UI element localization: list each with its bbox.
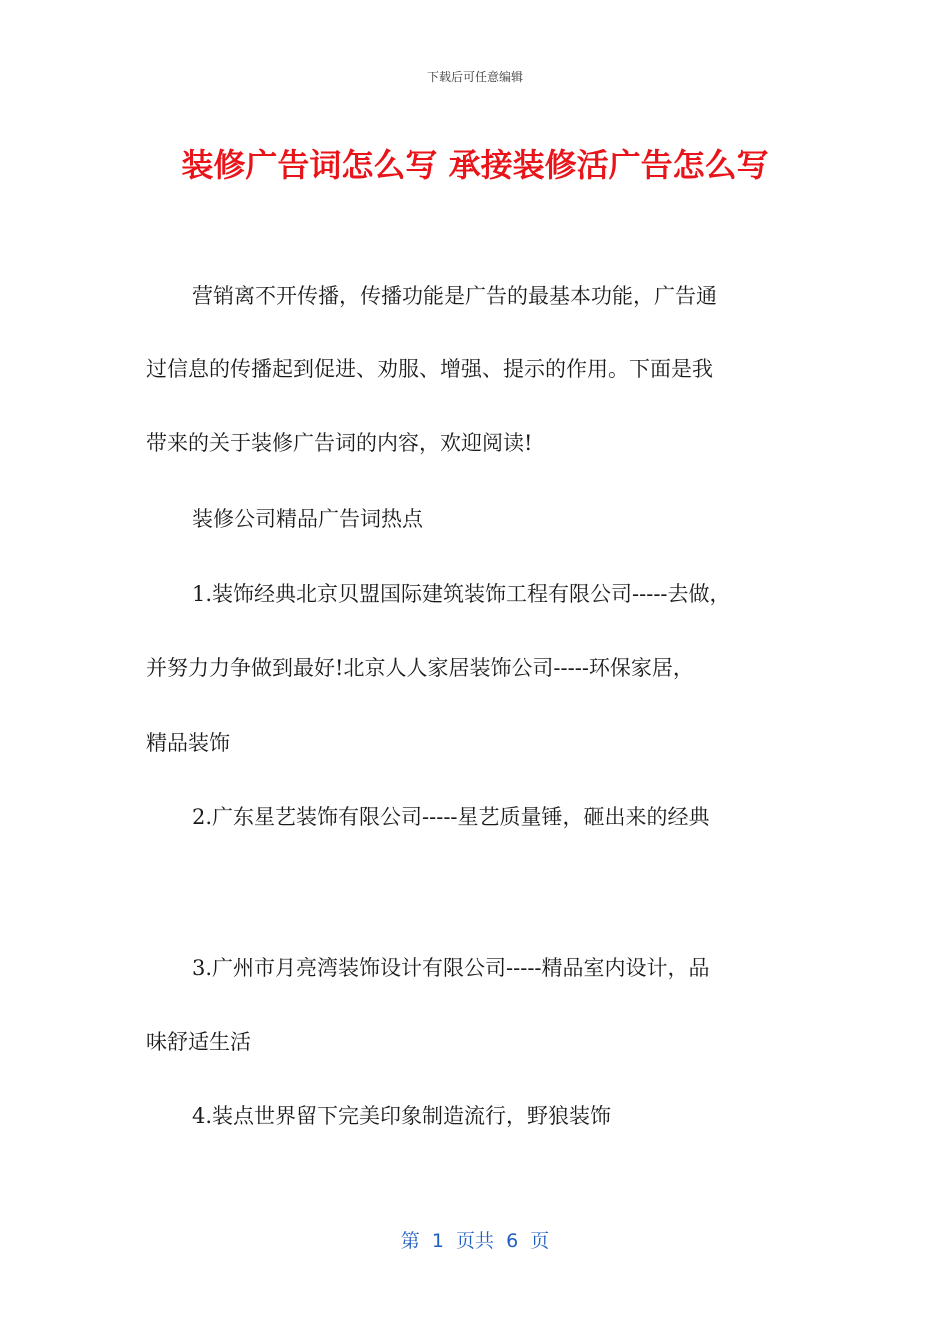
header-note: 下载后可任意编辑: [426, 70, 523, 84]
paragraph-line: 带来的关于装修广告词的内容，欢迎阅读!: [146, 431, 533, 455]
page-footer: 第 1 页共 6 页: [400, 1230, 550, 1252]
paragraph-line: 营销离不开传播，传播功能是广告的最基本功能，广告通: [192, 284, 717, 308]
list-item-continuation: 并努力力争做到最好!北京人人家居装饰公司-----环保家居，: [146, 656, 694, 680]
paragraph-line: 过信息的传播起到促进、劝服、增强、提示的作用。下面是我: [146, 357, 713, 381]
list-item: 4.装点世界留下完美印象制造流行，野狼装饰: [192, 1104, 612, 1128]
list-item: 2.广东星艺装饰有限公司-----星艺质量锤，砸出来的经典: [192, 805, 710, 829]
list-item-continuation: 精品装饰: [146, 731, 230, 755]
list-item: 3.广州市月亮湾装饰设计有限公司-----精品室内设计，品: [192, 956, 710, 980]
document-title: 装修广告词怎么写 承接装修活广告怎么写: [181, 146, 769, 184]
section-heading: 装修公司精品广告词热点: [192, 507, 423, 531]
list-item-continuation: 味舒适生活: [146, 1030, 251, 1054]
list-item: 1.装饰经典北京贝盟国际建筑装饰工程有限公司-----去做，: [192, 582, 731, 606]
